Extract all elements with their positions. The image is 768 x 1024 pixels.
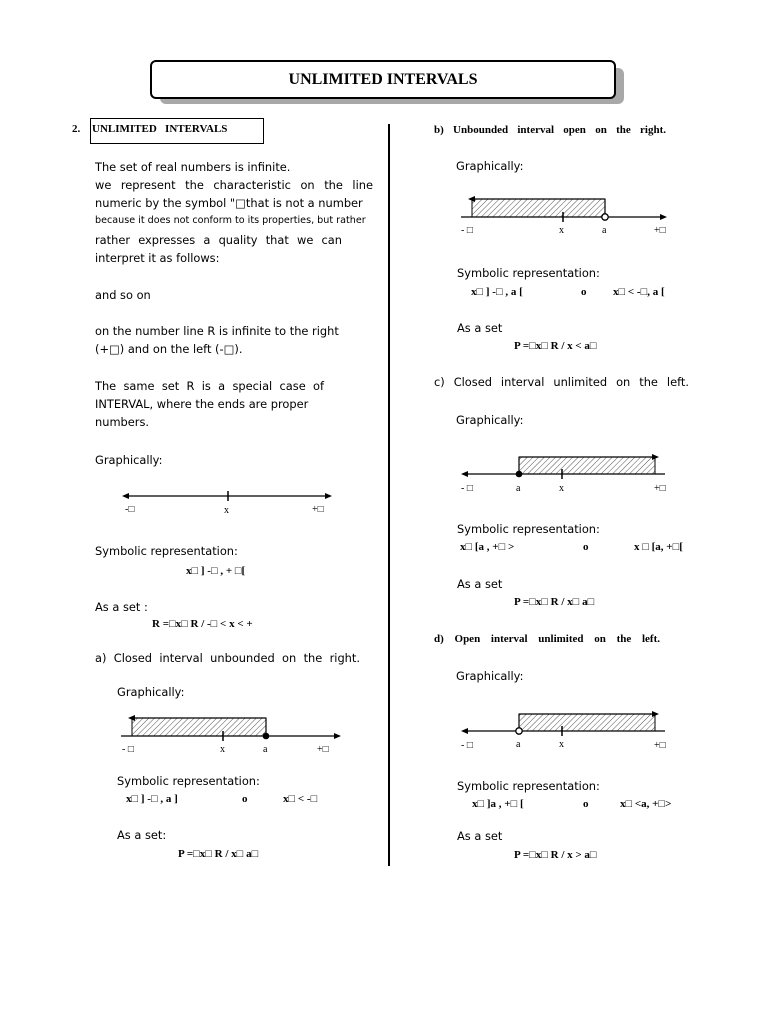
case-c-set-label: As a set [457, 577, 503, 591]
case-b-number-line [455, 192, 675, 238]
real-number-line [120, 486, 335, 518]
closed-endpoint [516, 471, 523, 478]
intro-line-3: numeric by the symbol "□that is not a number [95, 196, 363, 210]
left-arrow-icon [461, 728, 468, 734]
case-c-number-line [455, 450, 675, 496]
label-left-inf: - □ [122, 744, 134, 755]
case-d-symbolic-2: x□ <a, +□> [620, 798, 672, 810]
label-x: x [559, 225, 564, 236]
left-arrow-icon [122, 493, 129, 499]
case-c-symbolic: x□ [a , +□ > [460, 541, 515, 553]
case-b-heading: b) Unbounded interval open on the right. [434, 124, 666, 136]
shaded-region [519, 457, 655, 474]
case-c-heading: c) Closed interval unlimited on the left. [434, 375, 689, 389]
case-b-graph-label: Graphically: [456, 159, 524, 173]
case-b-or: o [581, 286, 587, 298]
case-a-graph-label: Graphically: [117, 685, 185, 699]
real-line-set: R =□x□ R / -□ < x < + [152, 618, 253, 630]
case-a-symbolic-label: Symbolic representation: [117, 774, 260, 788]
column-divider [388, 124, 390, 866]
label-a: a [263, 744, 268, 755]
label-right-inf: +□ [312, 504, 324, 515]
page-title: UNLIMITED INTERVALS [150, 60, 616, 99]
intro-line-2: we represent the characteristic on the line [95, 178, 373, 192]
case-c-symbolic-2: x □ [a, +□[ [634, 541, 683, 553]
case-d-symbolic-label: Symbolic representation: [457, 779, 600, 793]
intro-line-9: (+□) and on the left (-□). [95, 342, 243, 356]
case-a-set: P =□x□ R / x□ a□ [178, 848, 259, 860]
case-a-or: o [242, 793, 248, 805]
intro-line-6: interpret it as follows: [95, 251, 220, 265]
case-a-symbolic: x□ ] -□ , a ] [126, 793, 178, 805]
case-b-set-label: As a set [457, 321, 503, 335]
case-d-symbolic: x□ ]a , +□ [ [472, 798, 524, 810]
label-left-inf: -□ [125, 504, 135, 515]
label-left-inf: - □ [461, 483, 473, 494]
real-line-graph-label: Graphically: [95, 453, 163, 467]
label-left-inf: - □ [461, 225, 473, 236]
real-line-symbolic: x□ ] -□ , + □[ [186, 565, 246, 577]
case-c-symbolic-label: Symbolic representation: [457, 522, 600, 536]
shaded-region [472, 199, 605, 217]
label-x: x [224, 505, 229, 516]
case-d-or: o [583, 798, 589, 810]
label-x: x [559, 739, 564, 750]
case-d-heading: d) Open interval unlimited on the left. [434, 633, 660, 645]
section-number: 2. [72, 123, 81, 135]
intro-line-4: because it does not conform to its properties, but rather [95, 215, 366, 226]
label-a: a [602, 225, 607, 236]
case-a-number-line [115, 712, 345, 758]
case-d-number-line [455, 706, 675, 752]
closed-endpoint [263, 733, 270, 740]
label-right-inf: +□ [654, 225, 666, 236]
case-d-graph-label: Graphically: [456, 669, 524, 683]
real-line-set-label: As a set : [95, 600, 148, 614]
shaded-region [519, 714, 655, 731]
label-a: a [516, 739, 521, 750]
intro-line-8: on the number line R is infinite to the right [95, 324, 339, 338]
case-b-symbolic: x□ ] -□ , a [ [471, 286, 523, 298]
right-arrow-icon [334, 733, 341, 739]
case-a-symbolic-2: x□ < -□ [283, 793, 318, 805]
case-b-set: P =□x□ R / x < a□ [514, 340, 597, 352]
real-line-symbolic-label: Symbolic representation: [95, 544, 238, 558]
case-c-graph-label: Graphically: [456, 413, 524, 427]
section-heading: UNLIMITED INTERVALS [92, 123, 228, 135]
case-d-set: P =□x□ R / x > a□ [514, 849, 597, 861]
open-endpoint [602, 214, 608, 220]
case-b-symbolic-2: x□ < -□, a [ [613, 286, 665, 298]
intro-line-10: The same set R is a special case of [95, 379, 324, 393]
right-arrow-icon [660, 214, 667, 220]
label-x: x [220, 744, 225, 755]
left-arrow-icon [461, 471, 468, 477]
intro-line-12: numbers. [95, 415, 150, 429]
label-x: x [559, 483, 564, 494]
case-d-set-label: As a set [457, 829, 503, 843]
intro-line-7: and so on [95, 288, 151, 302]
intro-line-5: rather expresses a quality that we can [95, 233, 342, 247]
label-right-inf: +□ [654, 740, 666, 751]
label-a: a [516, 483, 521, 494]
shaded-region [132, 718, 266, 736]
case-c-set: P =□x□ R / x□ a□ [514, 596, 595, 608]
label-right-inf: +□ [317, 744, 329, 755]
intro-line-1: The set of real numbers is infinite. [95, 160, 291, 174]
case-c-or: o [583, 541, 589, 553]
case-b-symbolic-label: Symbolic representation: [457, 266, 600, 280]
intro-line-11: INTERVAL, where the ends are proper [95, 397, 309, 411]
open-endpoint [516, 728, 522, 734]
right-arrow-icon [325, 493, 332, 499]
label-left-inf: - □ [461, 740, 473, 751]
case-a-heading: a) Closed interval unbounded on the right. [95, 651, 360, 665]
label-right-inf: +□ [654, 483, 666, 494]
case-a-set-label: As a set: [117, 828, 167, 842]
